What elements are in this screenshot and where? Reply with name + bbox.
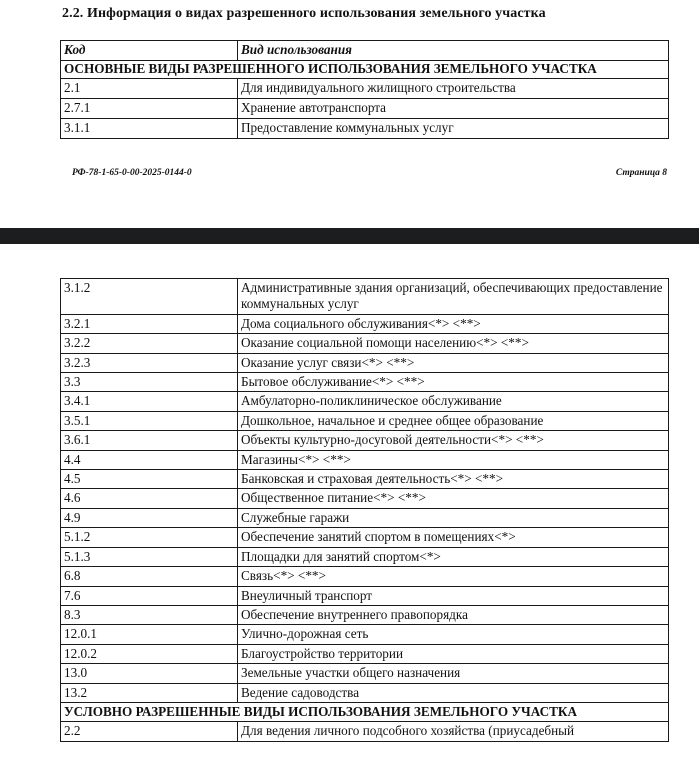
row-use: Дошкольное, начальное и среднее общее образование (238, 411, 669, 430)
row-code: 4.6 (61, 489, 238, 508)
table-row (61, 644, 669, 663)
table-row (61, 489, 669, 508)
row-use: Объекты культурно-досуговой деятельности<*> <**> (238, 431, 669, 450)
row-code: 3.1.2 (61, 279, 238, 315)
row-code: 3.3 (61, 373, 238, 392)
row-code: 5.1.2 (61, 528, 238, 547)
table-row (61, 119, 669, 139)
table-row (61, 373, 669, 392)
document-number: РФ-78-1-65-0-00-2025-0144-0 (72, 168, 192, 178)
table-row (61, 411, 669, 430)
row-use: Связь<*> <**> (238, 567, 669, 586)
table-row (61, 470, 669, 489)
land-use-table (60, 40, 669, 139)
table-row (61, 683, 669, 702)
section-title: 2.2. Информация о видах разрешенного использования земельного участка (62, 6, 546, 21)
row-code: 6.8 (61, 567, 238, 586)
table-row (61, 450, 669, 469)
table-row (61, 353, 669, 372)
table-section-row (61, 702, 669, 721)
row-code: 13.0 (61, 664, 238, 683)
table-row (61, 334, 669, 353)
table-row (61, 99, 669, 119)
row-use: Общественное питание<*> <**> (238, 489, 669, 508)
table-row (61, 567, 669, 586)
row-use: Внеуличный транспорт (238, 586, 669, 605)
table-row (61, 547, 669, 566)
row-use: Амбулаторно-поликлиническое обслуживание (238, 392, 669, 411)
land-use-table-continued (60, 278, 669, 742)
page-separator (0, 228, 699, 244)
table-section-row (61, 61, 669, 79)
section-conditional-label: УСЛОВНО РАЗРЕШЕННЫЕ ВИДЫ ИСПОЛЬЗОВАНИЯ ЗЕМЕЛЬНОГО УЧАСТКА (61, 702, 669, 721)
table-row (61, 664, 669, 683)
row-use: Земельные участки общего назначения (238, 664, 669, 683)
table-row (61, 314, 669, 333)
row-code: 13.2 (61, 683, 238, 702)
row-use: Оказание социальной помощи населению<*> <**> (238, 334, 669, 353)
row-use: Хранение автотранспорта (238, 99, 669, 119)
row-use: Благоустройство территории (238, 644, 669, 663)
row-code: 12.0.2 (61, 644, 238, 663)
table-row (61, 605, 669, 624)
row-use: Обеспечение внутреннего правопорядка (238, 605, 669, 624)
row-code: 4.4 (61, 450, 238, 469)
row-use: Бытовое обслуживание<*> <**> (238, 373, 669, 392)
page-number: Страница 8 (615, 168, 667, 178)
row-code: 3.2.1 (61, 314, 238, 333)
table-header-row (61, 41, 669, 61)
table-body (61, 279, 669, 742)
row-code: 2.1 (61, 79, 238, 99)
row-use: Площадки для занятий спортом<*> (238, 547, 669, 566)
row-code: 2.2 (61, 722, 238, 741)
document-page-9 (0, 244, 699, 770)
table-row (61, 431, 669, 450)
column-header-use: Вид использования (238, 41, 669, 61)
table-row (61, 722, 669, 741)
document-page-8 (0, 0, 699, 228)
row-use: Для ведения личного подсобного хозяйства (приусадебный (238, 722, 669, 741)
table-row (61, 625, 669, 644)
row-code: 3.2.2 (61, 334, 238, 353)
row-code: 12.0.1 (61, 625, 238, 644)
table-row (61, 79, 669, 99)
row-code: 8.3 (61, 605, 238, 624)
row-code: 3.2.3 (61, 353, 238, 372)
row-use: Служебные гаражи (238, 508, 669, 527)
row-use: Улично-дорожная сеть (238, 625, 669, 644)
row-use: Обеспечение занятий спортом в помещениях<*> (238, 528, 669, 547)
row-use: Ведение садоводства (238, 683, 669, 702)
row-use: Предоставление коммунальных услуг (238, 119, 669, 139)
row-code: 2.7.1 (61, 99, 238, 119)
row-code: 3.6.1 (61, 431, 238, 450)
table-row (61, 279, 669, 315)
row-code: 4.9 (61, 508, 238, 527)
row-code: 3.1.1 (61, 119, 238, 139)
section-main-label: ОСНОВНЫЕ ВИДЫ РАЗРЕШЕННОГО ИСПОЛЬЗОВАНИЯ ЗЕМЕЛЬНОГО УЧАСТКА (61, 61, 669, 79)
row-code: 7.6 (61, 586, 238, 605)
row-use: Административные здания организаций, обеспечивающих предоставление коммунальных услуг (238, 279, 669, 315)
row-use: Дома социального обслуживания<*> <**> (238, 314, 669, 333)
row-use: Банковская и страховая деятельность<*> <**> (238, 470, 669, 489)
row-code: 4.5 (61, 470, 238, 489)
table-row (61, 392, 669, 411)
table-row (61, 508, 669, 527)
column-header-code: Код (61, 41, 238, 61)
row-code: 3.5.1 (61, 411, 238, 430)
row-code: 5.1.3 (61, 547, 238, 566)
row-use: Для индивидуального жилищного строительства (238, 79, 669, 99)
row-use: Магазины<*> <**> (238, 450, 669, 469)
table-row (61, 586, 669, 605)
row-use: Оказание услуг связи<*> <**> (238, 353, 669, 372)
row-code: 3.4.1 (61, 392, 238, 411)
table-row (61, 528, 669, 547)
